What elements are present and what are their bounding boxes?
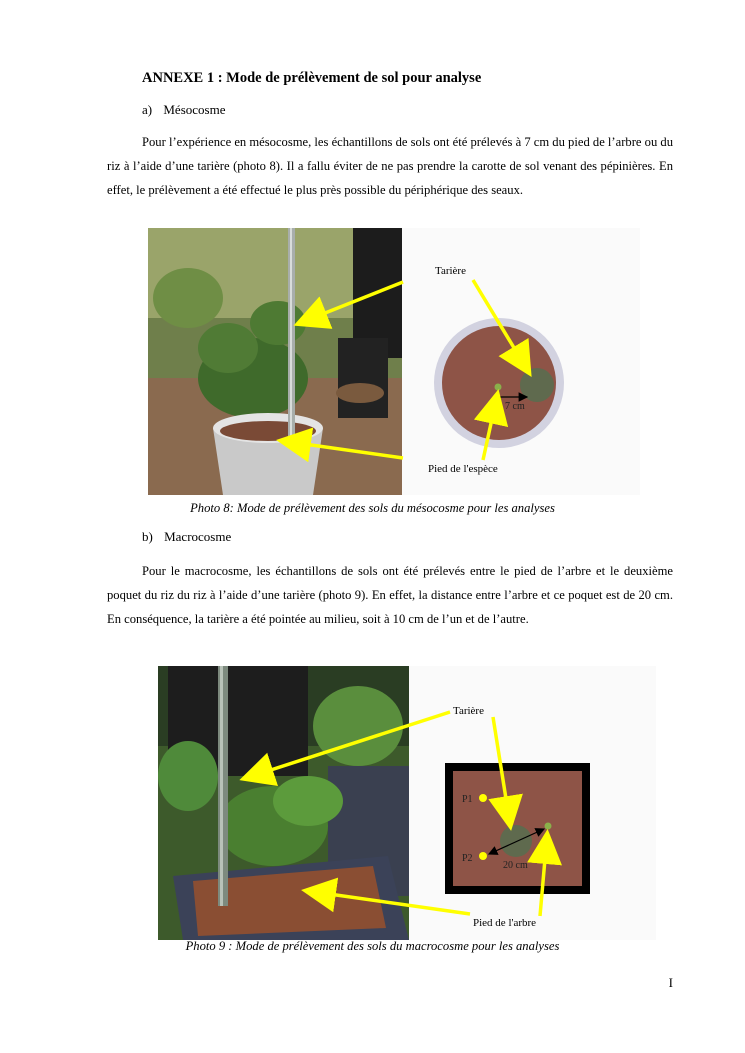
- plant-foot-marker: [495, 384, 502, 391]
- p2-marker: [479, 852, 487, 860]
- foot-label: Pied de l'espèce: [428, 463, 498, 475]
- section-b-heading: [142, 529, 231, 545]
- p1-label: P1: [462, 794, 473, 805]
- section-a-marker: a): [142, 102, 153, 117]
- section-b-marker: b): [142, 529, 153, 544]
- auger-label: Tarière: [453, 705, 484, 717]
- p2-label: P2: [462, 853, 473, 864]
- paragraph-mesocosm: [107, 130, 673, 202]
- section-b-title: Macrocosme: [164, 529, 232, 544]
- macrocosm-schematic: [409, 666, 656, 940]
- foot-label: Pied de l'arbre: [473, 917, 537, 929]
- distance-label: 20 cm: [503, 860, 528, 871]
- p1-marker: [479, 794, 487, 802]
- paragraph-macrocosm: [107, 559, 673, 631]
- section-a-heading: [142, 102, 225, 118]
- tree-foot-marker: [545, 823, 552, 830]
- auger-core-marker: [500, 825, 532, 857]
- distance-label: 7 cm: [505, 401, 525, 412]
- mesocosm-photo: [148, 228, 402, 495]
- figure-9-caption: Photo 9 : Mode de prélèvement des sols du macrocosme pour les analyses: [185, 939, 560, 953]
- auger-label: Tarière: [435, 265, 466, 277]
- figure-8: [148, 228, 640, 495]
- paragraph-mesocosm-text: Pour l’expérience en mésocosme, les échantillons de sols ont été prélevés à 7 cm du pied de l’arbre ou du riz à l’aide d’une tarière (photo 8). Il a fallu éviter de ne pas prendre la carotte de sol venant des pépinières. En effet, le prélèvement a été effectué le plus près possible du périphérique des seaux.: [107, 135, 673, 197]
- section-a-title: Mésocosme: [163, 102, 226, 117]
- figure-8-caption: Photo 8: Mode de prélèvement des sols du mésocosme pour les analyses: [190, 501, 555, 515]
- page-number: I: [668, 975, 673, 990]
- paragraph-macrocosm-text: Pour le macrocosme, les échantillons de sols ont été prélevés entre le pied de l’arbre et le deuxième poquet du riz du riz à l’aide d’une tarière (photo 9). En effet, la distance entre l’arbre et ce poquet est de 20 cm. En conséquence, la tarière a été pointée au milieu, soit à 10 cm de l’un et de l’autre.: [107, 564, 673, 626]
- annex-title: ANNEXE 1 : Mode de prélèvement de sol pour analyse: [142, 70, 482, 86]
- figure-9: [158, 666, 656, 940]
